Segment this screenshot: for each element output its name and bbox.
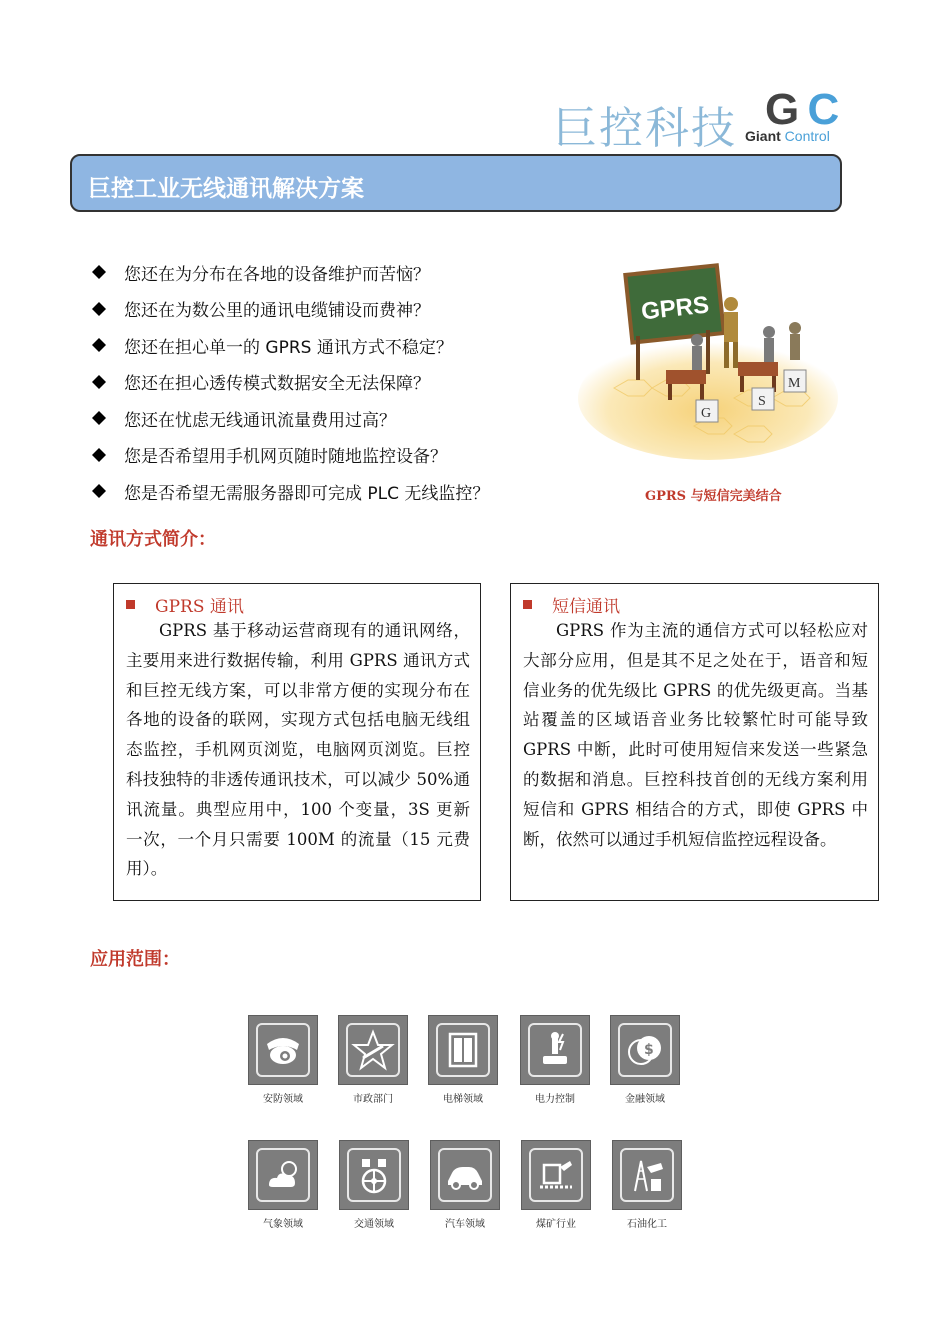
diamond-bullet-icon — [92, 448, 106, 462]
traffic-icon — [352, 1153, 396, 1197]
question-list — [92, 254, 489, 510]
sms-box-title: 短信通讯 — [552, 597, 620, 617]
list-item — [92, 437, 489, 474]
diamond-bullet-icon — [92, 338, 106, 352]
finance-coin-icon — [623, 1028, 667, 1072]
list-item — [92, 327, 489, 364]
app-item-power — [520, 1015, 590, 1105]
section-heading-applications: 应用范围： — [90, 949, 180, 970]
app-label: 石油化工 — [627, 1219, 667, 1230]
square-bullet-icon — [523, 600, 532, 609]
company-logo — [745, 86, 857, 148]
elevator-icon — [441, 1028, 485, 1072]
security-camera-icon — [261, 1028, 305, 1072]
square-bullet-icon — [126, 600, 135, 609]
sms-box-body: GPRS 作为主流的通信方式可以轻松应对大部分应用，但是其不足之处在于，语音和短信业务的优先级比 GPRS 的优先级更高。当基站覆盖的区域语音业务比较繁忙时可能导致 GPRS 中断，此时可使用短信来发送一些紧急的数据和消息。巨控科技首创的无线方案利用短信和 GPRS 相结合的方式，即使 GPRS 中断，依然可以通过手机短信监控远程设备。 — [523, 621, 868, 849]
sms-box-heading — [523, 592, 620, 617]
app-item-municipal — [338, 1015, 408, 1105]
car-icon — [443, 1153, 487, 1197]
gprs-box-title: GPRS 通讯 — [155, 597, 244, 617]
app-item-petrochemical — [612, 1140, 682, 1230]
gprs-info-box — [113, 583, 481, 901]
logo-letters — [765, 86, 837, 134]
app-label: 电力控制 — [535, 1094, 575, 1105]
diamond-bullet-icon — [92, 265, 106, 279]
sms-info-box — [510, 583, 879, 901]
question-text: 您还在为数公里的通讯电缆铺设而费神？ — [124, 301, 430, 322]
illustration-caption: GPRS 与短信完美结合 — [645, 489, 782, 504]
app-label: 安防领域 — [263, 1094, 303, 1105]
question-text: 您还在担心单一的 GPRS 通讯方式不稳定？ — [124, 337, 453, 358]
page-title: 巨控工业无线通讯解决方案 — [88, 176, 364, 202]
section-heading-comm: 通讯方式简介： — [90, 529, 216, 550]
app-item-security — [248, 1015, 318, 1105]
app-label: 煤矿行业 — [536, 1219, 576, 1230]
list-item — [92, 291, 489, 328]
question-text: 您还在忧虑无线通讯流量费用过高？ — [124, 410, 396, 431]
question-text: 您是否希望无需服务器即可完成 PLC 无线监控？ — [124, 483, 490, 504]
diamond-bullet-icon — [92, 302, 106, 316]
power-control-icon — [533, 1028, 577, 1072]
list-item — [92, 400, 489, 437]
brand-name: 巨控科技 — [553, 103, 737, 154]
list-item — [92, 473, 489, 510]
logo-letter-c: C — [807, 85, 838, 134]
question-text: 您是否希望用手机网页随时随地监控设备？ — [124, 447, 447, 468]
title-banner — [70, 154, 842, 212]
gprs-classroom-illustration — [574, 258, 842, 464]
list-item — [92, 364, 489, 401]
app-item-traffic — [339, 1140, 409, 1230]
gprs-box-body: GPRS 基于移动运营商现有的通讯网络，主要用来进行数据传输，利用 GPRS 通讯方式和巨控无线方案，可以非常方便的实现分布在各地的设备的联网，实现方式包括电脑无线组态监控，手机网页浏览，电脑网页浏览。巨控科技独特的非透传通讯技术，可以减少 50%通讯流量。典型应用中，100 个变量，3S 更新一次，一个月只需要 100M 的流量（15 元费用）。 — [126, 621, 470, 879]
block-letter-s: S — [758, 394, 766, 409]
app-item-weather — [248, 1140, 318, 1230]
svg-text:$: $ — [644, 1042, 654, 1058]
coal-mine-icon — [534, 1153, 578, 1197]
app-label: 金融领域 — [625, 1094, 665, 1105]
app-item-coal — [521, 1140, 591, 1230]
app-label: 气象领域 — [263, 1219, 303, 1230]
block-letter-g: G — [701, 406, 712, 421]
list-item — [92, 254, 489, 291]
logo-wordmark — [745, 128, 830, 144]
gprs-box-heading — [126, 592, 244, 617]
app-label: 交通领域 — [354, 1219, 394, 1230]
board-text: GPRS — [639, 291, 711, 326]
block-letter-m: M — [788, 376, 801, 391]
petrochemical-icon — [625, 1153, 669, 1197]
app-item-elevator — [428, 1015, 498, 1105]
app-label: 市政部门 — [353, 1094, 393, 1105]
logo-letters-text: G — [765, 85, 798, 134]
app-item-finance — [610, 1015, 680, 1105]
diamond-bullet-icon — [92, 484, 106, 498]
diamond-bullet-icon — [92, 411, 106, 425]
question-text: 您还在为分布在各地的设备维护而苦恼？ — [124, 264, 430, 285]
weather-icon — [261, 1153, 305, 1197]
app-item-car — [430, 1140, 500, 1230]
app-label: 电梯领域 — [443, 1094, 483, 1105]
logo-word-giant: Giant — [745, 128, 781, 144]
question-text: 您还在担心透传模式数据安全无法保障？ — [124, 374, 430, 395]
municipal-star-icon — [351, 1028, 395, 1072]
logo-word-control: Control — [784, 128, 830, 144]
diamond-bullet-icon — [92, 375, 106, 389]
app-label: 汽车领域 — [445, 1219, 485, 1230]
